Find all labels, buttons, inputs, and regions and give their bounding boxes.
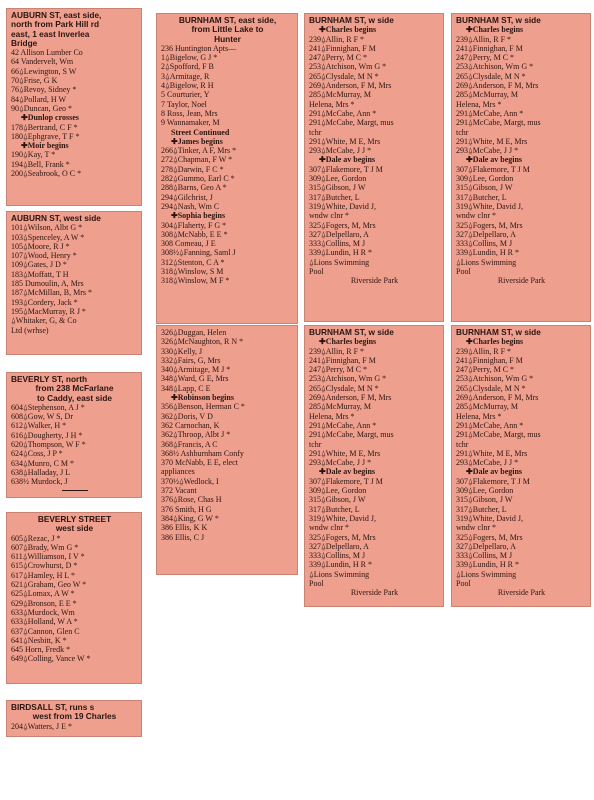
- directory-entry: 272⍙Chapman, F W *: [161, 155, 233, 165]
- cross-street-marker: ✚Moir begins: [21, 141, 69, 151]
- directory-entry: 339⍙Lundin, H R *: [309, 560, 373, 570]
- directory-entry: 620⍙Thompson, W F *: [11, 440, 86, 450]
- street-header-line: west side: [55, 523, 94, 534]
- directory-entry: 318⍙Winslow, M F *: [161, 276, 230, 286]
- directory-entry: 309⍙Lee, Gordon: [456, 486, 514, 496]
- directory-entry: 327⍙Delpellaro, A: [456, 229, 516, 239]
- directory-entry: 629⍙Bronson, E E *: [11, 598, 77, 608]
- directory-entry: ⍙Whitaker, G, & Co: [11, 316, 77, 326]
- street-header-line: BURNHAM ST, east side,: [178, 15, 277, 25]
- directory-entry: Riverside Park: [497, 276, 546, 286]
- directory-entry: 180⍙Ephgrave, T F *: [11, 131, 80, 141]
- auburn-east-card: [6, 8, 142, 206]
- directory-entry: ⍙Lions Swimming: [456, 569, 517, 579]
- directory-entry: 193⍙Cordery, Jack *: [11, 297, 78, 307]
- directory-entry: 319⍙White, David J,: [309, 201, 377, 211]
- directory-entry: 348⍙Ward, G E, Mrs: [161, 374, 229, 384]
- directory-entry: 195⍙MacMurray, R J *: [11, 306, 86, 316]
- directory-entry: 241⍙Finnighan, F M: [309, 355, 376, 365]
- directory-entry: 247⍙Perry, M C *: [309, 365, 368, 375]
- directory-entry: 4⍙Bigelow, R H: [161, 81, 214, 91]
- directory-entry: 107⍙Wood, Henry *: [11, 251, 77, 261]
- directory-entry: 633⍙Murdock, Wm: [11, 607, 75, 617]
- directory-entry: 2⍙Spofford, F B: [161, 62, 214, 72]
- directory-entry: 266⍙Tinker, A F, Mrs *: [161, 146, 237, 156]
- directory-entry: 317⍙Butcher, L: [456, 504, 507, 514]
- directory-entry: 285⍙McMurray, M: [309, 402, 372, 412]
- directory-entry: 325⍙Fogers, M, Mrs: [456, 220, 523, 230]
- directory-entry: tchr: [309, 127, 322, 137]
- directory-entry: 291⍙McCabe, Ann *: [456, 108, 524, 118]
- street-header-line: AUBURN ST, east side,: [11, 10, 102, 20]
- directory-entry: 294⍙Gilchrist, J: [161, 192, 213, 202]
- directory-entry: Pool: [309, 267, 324, 277]
- directory-entry: 253⍙Atchison, Wm G *: [309, 62, 387, 72]
- cross-street-marker: ✚Dale av begins: [319, 467, 376, 477]
- directory-entry: 333⍙Collins, M J: [309, 551, 366, 561]
- directory-entry: 265⍙Clysdale, M N *: [456, 71, 526, 81]
- street-header-line: Hunter: [214, 33, 241, 44]
- directory-entry: 625⍙Lomax, A W *: [11, 589, 75, 599]
- street-header-line: BURNHAM ST, w side: [456, 15, 541, 25]
- directory-entry: 386 Ellis, K K: [161, 523, 208, 533]
- burnham-west-card-1: [304, 13, 444, 322]
- directory-entry: 294⍙Nash, Wm C: [161, 201, 220, 211]
- directory-entry: 183⍙Moffatt, T H: [11, 269, 69, 279]
- directory-entry: 312⍙Stenton, C A *: [161, 257, 225, 267]
- directory-entry: 236 Huntington Apts—: [161, 43, 237, 53]
- directory-entry: appliances: [161, 467, 195, 477]
- street-header-line: BEVERLY ST, north: [11, 374, 88, 384]
- directory-entry: 327⍙Delpellaro, A: [309, 541, 369, 551]
- directory-entry: Riverside Park: [350, 276, 399, 286]
- directory-entry: 340⍙Armitage, M J *: [161, 365, 231, 375]
- directory-entry: 308⍙McNabb, E E *: [161, 229, 228, 239]
- directory-entry: 204⍙Watters, J E *: [11, 721, 73, 731]
- directory-entry: 247⍙Perry, M C *: [456, 365, 515, 375]
- directory-entry: 370½⍙Wedlock, I: [161, 476, 219, 486]
- street-header-line: west from 19 Charles: [32, 711, 117, 722]
- directory-entry: 187⍙McMillan, B, Mrs *: [11, 288, 93, 298]
- directory-entry: 8 Ross, Jean, Mrs: [161, 108, 218, 118]
- directory-entry: 241⍙Finnighan, F M: [456, 43, 523, 53]
- cross-street-marker: ✚Charles begins: [466, 337, 524, 347]
- street-header-line: east, 1 east Inverlea: [11, 28, 90, 39]
- directory-entry: 291⍙McCabe, Ann *: [309, 420, 377, 430]
- directory-entry: wndw clnr *: [456, 211, 496, 221]
- directory-entry: 386 Ellis, C J: [161, 532, 205, 542]
- directory-entry: 239⍙Allin, R F *: [309, 34, 365, 44]
- directory-entry: 611⍙Williamson, I V *: [11, 552, 85, 562]
- directory-entry: 307⍙Flakemore, T J M: [309, 476, 383, 486]
- directory-entry: Helena, Mrs *: [309, 99, 355, 109]
- directory-entry: 265⍙Clysdale, M N *: [309, 383, 379, 393]
- street-header-line: north from Park Hill rd: [11, 19, 100, 30]
- directory-entry: 332⍙Fairs, G, Mrs: [161, 355, 221, 365]
- directory-entry: 368⍙Francis, A C: [161, 439, 218, 449]
- directory-entry: 269⍙Anderson, F M, Mrs: [309, 81, 392, 91]
- directory-entry: 325⍙Fogers, M, Mrs: [309, 532, 376, 542]
- directory-entry: 362⍙Doris, V D: [161, 411, 213, 421]
- directory-entry: 109⍙Gates, J D *: [11, 260, 67, 270]
- directory-entry: 309⍙Lee, Gordon: [309, 174, 367, 184]
- directory-entry: 307⍙Flakemore, T J M: [309, 164, 383, 174]
- directory-entry: 200⍙Seabrook, O C *: [11, 169, 82, 179]
- directory-entry: 308½⍙Fanning, Saml J: [161, 248, 236, 258]
- directory-entry: 247⍙Perry, M C *: [309, 53, 368, 63]
- directory-entry: 641⍙Nesbitt, K *: [11, 635, 67, 645]
- cross-street-marker: ✚Charles begins: [466, 25, 524, 35]
- cross-street-marker: ✚Sophia begins: [171, 211, 226, 221]
- directory-entry: 325⍙Fogers, M, Mrs: [309, 220, 376, 230]
- directory-entry: 333⍙Collins, M J: [456, 551, 513, 561]
- directory-entry: 190⍙Kay, T *: [11, 150, 56, 160]
- directory-entry: 293⍙McCabe, J J *: [309, 458, 372, 468]
- burnham-east-card: [156, 13, 298, 324]
- directory-entry: 291⍙White, M E, Mrs: [456, 136, 528, 146]
- directory-entry: Riverside Park: [350, 588, 399, 598]
- beverly-west-card: [6, 512, 142, 684]
- directory-entry: 633⍙Holland, W A *: [11, 617, 78, 627]
- directory-entry: 317⍙Butcher, L: [456, 192, 507, 202]
- directory-entry: 319⍙White, David J,: [456, 513, 524, 523]
- street-header-line: BURNHAM ST, w side: [309, 15, 394, 25]
- directory-entry: 247⍙Perry, M C *: [456, 53, 515, 63]
- directory-entry: 293⍙McCabe, J J *: [456, 146, 519, 156]
- directory-entry: 42 Allison Lumber Co: [11, 48, 83, 58]
- cross-street-marker: ✚Charles begins: [319, 25, 377, 35]
- directory-entry: 607⍙Brady, Wm G *: [11, 542, 79, 552]
- directory-entry: 339⍙Lundin, H R *: [309, 248, 373, 258]
- directory-entry: 293⍙McCabe, J J *: [456, 458, 519, 468]
- directory-entry: 288⍙Barns, Geo A *: [161, 183, 227, 193]
- directory-entry: Street Continued: [171, 127, 230, 137]
- directory-entry: Helena, Mrs *: [456, 99, 502, 109]
- directory-entry: 326⍙McNaughton, R N *: [161, 337, 244, 347]
- directory-entry: 291⍙White, M E, Mrs: [309, 136, 381, 146]
- directory-entry: 368½ Ashburnham Confy: [161, 448, 244, 458]
- auburn-west-card: [6, 211, 142, 355]
- directory-entry: 339⍙Lundin, H R *: [456, 248, 520, 258]
- directory-entry: wndw clnr *: [309, 211, 349, 221]
- directory-entry: 376 Smith, H G: [161, 504, 212, 514]
- directory-entry: 269⍙Anderson, F M, Mrs: [309, 393, 392, 403]
- directory-entry: 293⍙McCabe, J J *: [309, 146, 372, 156]
- directory-entry: wndw clnr *: [456, 523, 496, 533]
- directory-entry: 317⍙Butcher, L: [309, 504, 360, 514]
- directory-entry: 605⍙Rezac, J *: [11, 533, 61, 543]
- directory-entry: Helena, Mrs *: [309, 411, 355, 421]
- directory-entry: 637⍙Cannon, Glen C: [11, 626, 80, 636]
- cross-street-marker: ✚Charles begins: [319, 337, 377, 347]
- street-header-line: BURNHAM ST, w side: [456, 327, 541, 337]
- directory-entry: 7 Taylor, Noel: [161, 99, 207, 109]
- directory-entry: 241⍙Finnighan, F M: [309, 43, 376, 53]
- burnham-west-card-4: [451, 325, 591, 607]
- directory-entry: 84⍙Pollard, H W: [11, 94, 67, 104]
- directory-entry: 282⍙Gummo, Earl C *: [161, 174, 235, 184]
- directory-entry: Pool: [456, 579, 471, 589]
- directory-entry: 101⍙Wilson, Albt G *: [11, 223, 83, 233]
- directory-entry: 291⍙McCabe, Ann *: [309, 108, 377, 118]
- directory-entry: 291⍙McCabe, Margt, mus: [456, 430, 541, 440]
- directory-entry: 304⍙Flaherty, F G *: [161, 220, 227, 230]
- directory-entry: 253⍙Atchison, Wm G *: [456, 62, 534, 72]
- directory-entry: 308 Comeau, J E: [161, 239, 216, 249]
- cross-street-marker: ✚Dunlop crosses: [21, 113, 79, 123]
- directory-entry: ⍙Lions Swimming: [309, 257, 370, 267]
- directory-entry: 327⍙Delpellaro, A: [456, 541, 516, 551]
- directory-entry: 362⍙Throop, Albt J *: [161, 430, 231, 440]
- directory-entry: 309⍙Lee, Gordon: [309, 486, 367, 496]
- directory-entry: 384⍙King, G W *: [161, 513, 219, 523]
- street-header-line: from Little Lake to: [191, 24, 264, 35]
- directory-entry: 70⍙Frise, G K: [11, 76, 58, 86]
- directory-entry: 285⍙McMurray, M: [456, 90, 519, 100]
- directory-entry: 253⍙Atchison, Wm G *: [309, 374, 387, 384]
- directory-entry: 617⍙Hamley, H L *: [11, 570, 75, 580]
- burnham-west-card-3: [304, 325, 444, 607]
- directory-entry: 194⍙Bell, Frank *: [11, 159, 70, 169]
- directory-entry: 315⍙Gibson, J W: [456, 183, 513, 193]
- directory-entry: 269⍙Anderson, F M, Mrs: [456, 393, 539, 403]
- directory-entry: 9 Wannamaker, M: [161, 118, 220, 128]
- directory-entry: Pool: [309, 579, 324, 589]
- street-header-line: to Caddy, east side: [37, 392, 112, 403]
- directory-entry: 185 Dumoulin, A, Mrs: [11, 279, 84, 289]
- street-header-line: BIRDSALL ST, runs s: [11, 702, 95, 712]
- directory-entry: 356⍙Benson, Herman C *: [161, 402, 245, 412]
- directory-entry: 253⍙Atchison, Wm G *: [456, 374, 534, 384]
- directory-entry: 241⍙Finnighan, F M: [456, 355, 523, 365]
- directory-entry: 105⍙Moore, R J *: [11, 241, 70, 251]
- directory-entry: 634⍙Munro, C M *: [11, 458, 75, 468]
- directory-entry: 90⍙Duncan, Geo *: [11, 103, 73, 113]
- directory-entry: 66⍙Lewington, S W: [11, 66, 77, 76]
- section-divider: [62, 490, 88, 491]
- directory-entry: Helena, Mrs *: [456, 411, 502, 421]
- directory-entry: 372 Vacant: [161, 486, 197, 496]
- directory-entry: 348⍙Lapp, C E: [161, 383, 211, 393]
- directory-entry: 5 Courturier, Y: [161, 90, 210, 100]
- street-header-line: Bridge: [11, 37, 38, 48]
- directory-entry: 376⍙Rose, Chas H: [161, 495, 222, 505]
- directory-entry: 291⍙White, M E, Mrs: [309, 448, 381, 458]
- directory-entry: 608⍙Gow, W S, Dr: [11, 412, 73, 422]
- directory-entry: 362 Carnochan, K: [161, 420, 220, 430]
- directory-entry: ⍙Lions Swimming: [456, 257, 517, 267]
- directory-entry: 265⍙Clysdale, M N *: [309, 71, 379, 81]
- directory-entry: 76⍙Revoy, Sidney *: [11, 85, 77, 95]
- directory-entry: 327⍙Delpellaro, A: [309, 229, 369, 239]
- directory-entry: 239⍙Allin, R F *: [309, 346, 365, 356]
- cross-street-marker: ✚Dale av begins: [319, 155, 376, 165]
- directory-entry: 649⍙Colling, Vance W *: [11, 654, 91, 664]
- cross-street-marker: ✚Robinson begins: [171, 393, 234, 403]
- directory-entry: 319⍙White, David J,: [456, 201, 524, 211]
- directory-entry: 339⍙Lundin, H R *: [456, 560, 520, 570]
- directory-entry: 370 McNabb, E E, elect: [161, 458, 238, 468]
- directory-entry: tchr: [456, 127, 469, 137]
- directory-entry: 317⍙Butcher, L: [309, 192, 360, 202]
- street-header-line: BURNHAM ST, w side: [309, 327, 394, 337]
- directory-entry: 239⍙Allin, R F *: [456, 34, 512, 44]
- directory-entry: 333⍙Collins, M J: [309, 239, 366, 249]
- directory-entry: 178⍙Bertrand, C F *: [11, 122, 78, 132]
- directory-entry: 318⍙Winslow, S M: [161, 267, 224, 277]
- directory-entry: 265⍙Clysdale, M N *: [456, 383, 526, 393]
- directory-entry: wndw clnr *: [309, 523, 349, 533]
- directory-entry: 309⍙Lee, Gordon: [456, 174, 514, 184]
- directory-entry: 291⍙McCabe, Ann *: [456, 420, 524, 430]
- directory-entry: 315⍙Gibson, J W: [456, 495, 513, 505]
- directory-entry: 621⍙Graham, Geo W *: [11, 580, 87, 590]
- directory-entry: 278⍙Darwin, F C *: [161, 164, 224, 174]
- directory-entry: 330⍙Kelly, J: [161, 346, 203, 356]
- directory-entry: 285⍙McMurray, M: [309, 90, 372, 100]
- directory-entry: 239⍙Allin, R F *: [456, 346, 512, 356]
- directory-entry: 319⍙White, David J,: [309, 513, 377, 523]
- directory-entry: 645 Horn, Fredk *: [11, 645, 71, 655]
- beverly-east-card: [6, 372, 142, 498]
- directory-entry: 1⍙Bigelow, G J *: [161, 53, 218, 63]
- directory-entry: 291⍙McCabe, Margt, mus: [309, 118, 394, 128]
- street-header-line: AUBURN ST, west side: [11, 213, 101, 223]
- directory-entry: 269⍙Anderson, F M, Mrs: [456, 81, 539, 91]
- directory-entry: 291⍙McCabe, Margt, mus: [309, 430, 394, 440]
- directory-entry: 291⍙McCabe, Margt, mus: [456, 118, 541, 128]
- street-header-line: from 238 McFarlane: [35, 383, 114, 394]
- directory-entry: 3⍙Armitage, R: [161, 71, 210, 81]
- directory-entry: 315⍙Gibson, J W: [309, 495, 366, 505]
- directory-entry: Pool: [456, 267, 471, 277]
- directory-entry: 307⍙Flakemore, T J M: [456, 164, 530, 174]
- directory-entry: 326⍙Duggan, Helen: [161, 328, 227, 337]
- street-header-line: BEVERLY STREET: [37, 514, 112, 524]
- directory-entry: 285⍙McMurray, M: [456, 402, 519, 412]
- directory-entry: 103⍙Spenceley, A W *: [11, 232, 85, 242]
- directory-entry: 638⍙Halladay, J L: [11, 467, 71, 477]
- cross-street-marker: ✚Dale av begins: [466, 155, 523, 165]
- directory-entry: tchr: [456, 439, 469, 449]
- directory-entry: 307⍙Flakemore, T J M: [456, 476, 530, 486]
- directory-entry: 333⍙Collins, M J: [456, 239, 513, 249]
- directory-entry: 604⍙Stephenson, A J *: [11, 402, 85, 412]
- directory-entry: 616⍙Dougherty, J H *: [11, 430, 83, 440]
- directory-entry: 325⍙Fogers, M, Mrs: [456, 532, 523, 542]
- directory-entry: 612⍙Walker, H *: [11, 421, 67, 431]
- directory-entry: 624⍙Coss, J P *: [11, 449, 63, 459]
- directory-entry: Riverside Park: [497, 588, 546, 598]
- cross-street-marker: ✚James begins: [171, 136, 223, 146]
- birdsall-card: [6, 700, 142, 737]
- burnham-east-continued-card: [156, 325, 298, 575]
- directory-entry: ⍙Lions Swimming: [309, 569, 370, 579]
- directory-entry: 64 Vandervelt, Wm: [11, 57, 74, 67]
- burnham-west-card-2: [451, 13, 591, 322]
- cross-street-marker: ✚Dale av begins: [466, 467, 523, 477]
- directory-entry: 638½ Murdock, J: [11, 477, 68, 487]
- directory-entry: 291⍙White, M E, Mrs: [456, 448, 528, 458]
- directory-entry: 615⍙Crowhurst, D *: [11, 561, 78, 571]
- directory-entry: tchr: [309, 439, 322, 449]
- directory-entry: Ltd (wrhse): [11, 325, 49, 335]
- directory-entry: 315⍙Gibson, J W: [309, 183, 366, 193]
